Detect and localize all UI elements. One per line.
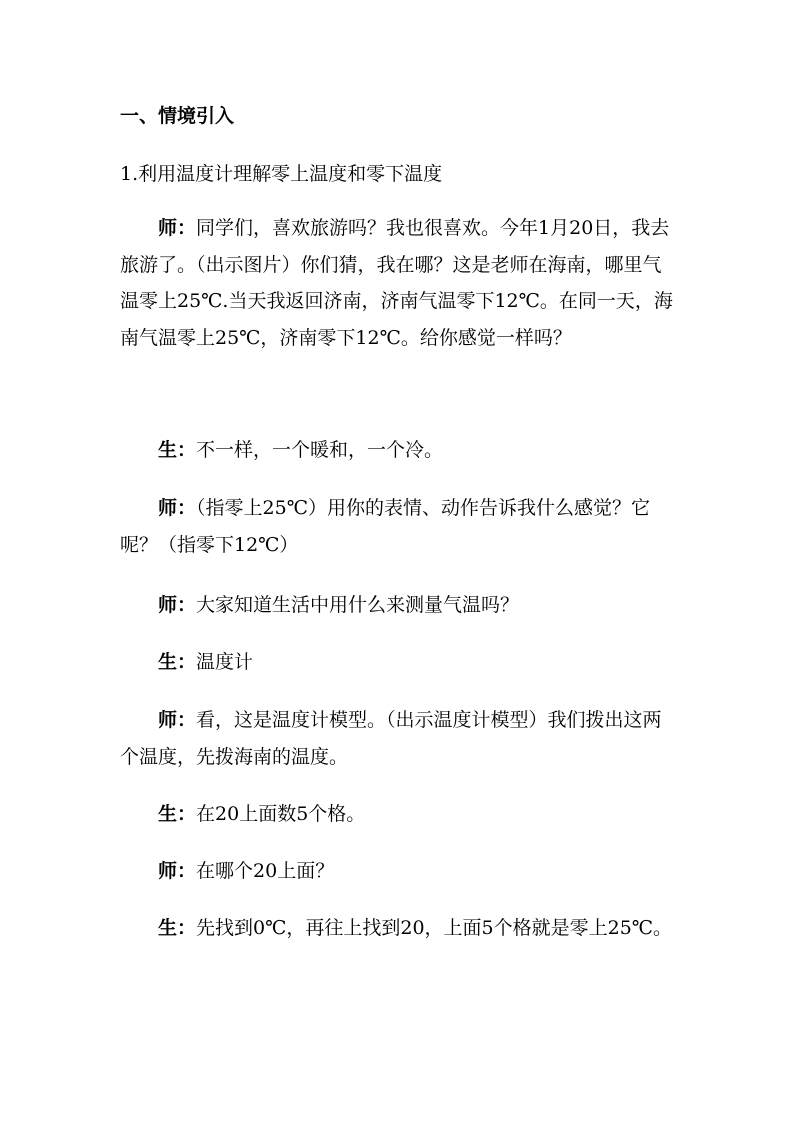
dialogue-text: 先找到0℃，再往上找到20，上面5个格就是零上25℃。 [196, 917, 673, 939]
dialogue-paragraph [120, 587, 680, 624]
speaker-label: 生： [158, 917, 197, 939]
speaker-label: 师： [158, 497, 197, 519]
dialogue-text: 在哪个20上面？ [196, 860, 335, 882]
dialogue-paragraph [120, 490, 680, 563]
dialogue-text: 看，这是温度计模型。（出示温度计模型）我们拨出这两个温度，先拨海南的温度。 [120, 709, 662, 768]
speaker-label: 师： [158, 860, 197, 882]
subsection-title: 1.利用温度计理解零上温度和零下温度 [120, 163, 443, 185]
speaker-label: 生： [158, 439, 197, 461]
dialogue-text: （指零上25℃）用你的表情、动作告诉我什么感觉？它呢？（指零下12℃） [120, 497, 650, 556]
speaker-label: 师： [158, 217, 197, 239]
speaker-label: 师： [158, 594, 197, 616]
dialogue-paragraph [120, 210, 680, 356]
section-title: 一、情境引入 [120, 105, 235, 127]
dialogue-paragraph [120, 796, 680, 833]
dialogue-text: 温度计 [196, 651, 254, 673]
dialogue-paragraph [120, 853, 680, 890]
dialogue-text: 不一样，一个暖和，一个冷。 [196, 439, 444, 461]
speaker-label: 生： [158, 651, 197, 673]
dialogue-paragraph [120, 644, 680, 681]
dialogue-text: 在20上面数5个格。 [196, 803, 366, 825]
dialogue-paragraph [120, 702, 680, 775]
dialogue-paragraph [120, 432, 680, 469]
dialogue-paragraph [120, 910, 680, 947]
speaker-label: 师： [158, 709, 197, 731]
dialogue-text: 大家知道生活中用什么来测量气温吗？ [196, 594, 520, 616]
dialogue-text: 同学们，喜欢旅游吗？我也很喜欢。今年1月20日，我去旅游了。（出示图片）你们猜，我在哪？这是老师在海南，哪里气温零上25℃.当天我返回济南，济南气温零下12℃。在同一天，海南气温零上25℃，济南零下12℃。给你感觉一样吗？ [120, 217, 673, 349]
speaker-label: 生： [158, 803, 197, 825]
